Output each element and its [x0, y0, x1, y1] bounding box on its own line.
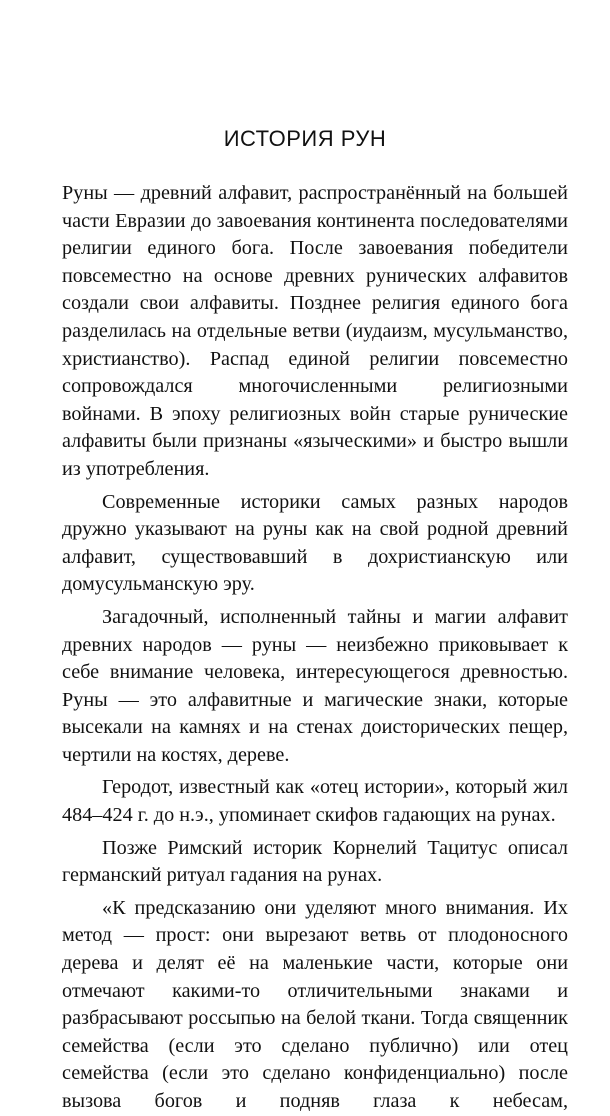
paragraph-1: Руны — древний алфавит, распространённый на большей части Евразии до завоевания континента последователями религии единого бога. После завоевания победители повсеместно на основе древних рунических алфавитов создали свои алфавиты. Позднее религия единого бога разделилась на отдельные ветви (иудаизм, мусульманство, христианство). Распад единой религии повсеместно сопровождался многочисленными религиозными войнами. В эпоху религиозных войн старые рунические алфавиты были признаны «языческими» и быстро вышли из употребления.	[62, 182, 568, 480]
paragraph-4: Геродот, известный как «отец истории», который жил 484–424 г. до н.э., упоминает скифов гадающих на рунах.	[62, 776, 568, 827]
paragraph-2: Современные историки самых разных народов дружно указывают на руны как на свой родной древний алфавит, существовавший в дохристианскую или домусульманскую эру.	[62, 490, 568, 596]
paragraph-3: Загадочный, исполненный тайны и магии алфавит древних народов — руны — неизбежно приковывает к себе внимание человека, интересующегося древностью. Руны — это алфавитные и магические знаки, которые высекали на камнях и на стенах доисторических пещер, чертили на костях, дереве.	[62, 605, 568, 766]
paragraph-6: «К предсказанию они уделяют много внимания. Их метод — прост: они вырезают ветвь от плодоносного дерева и делят её на маленькие части, которые они отмечают какими-то отличительными знаками и разбрасывают россыпью на белой ткани. Тогда священник семейства (если это сделано публично) или отец семейства (если это сделано конфиденциально) после вызова богов и подняв глаза к небесам,	[62, 896, 568, 1112]
chapter-title: ИСТОРИЯ РУН	[223, 126, 387, 151]
body-text	[62, 180, 568, 1116]
paragraph-5: Позже Римский историк Корнелий Тацитус описал германский ритуал гадания на рунах.	[62, 836, 568, 887]
